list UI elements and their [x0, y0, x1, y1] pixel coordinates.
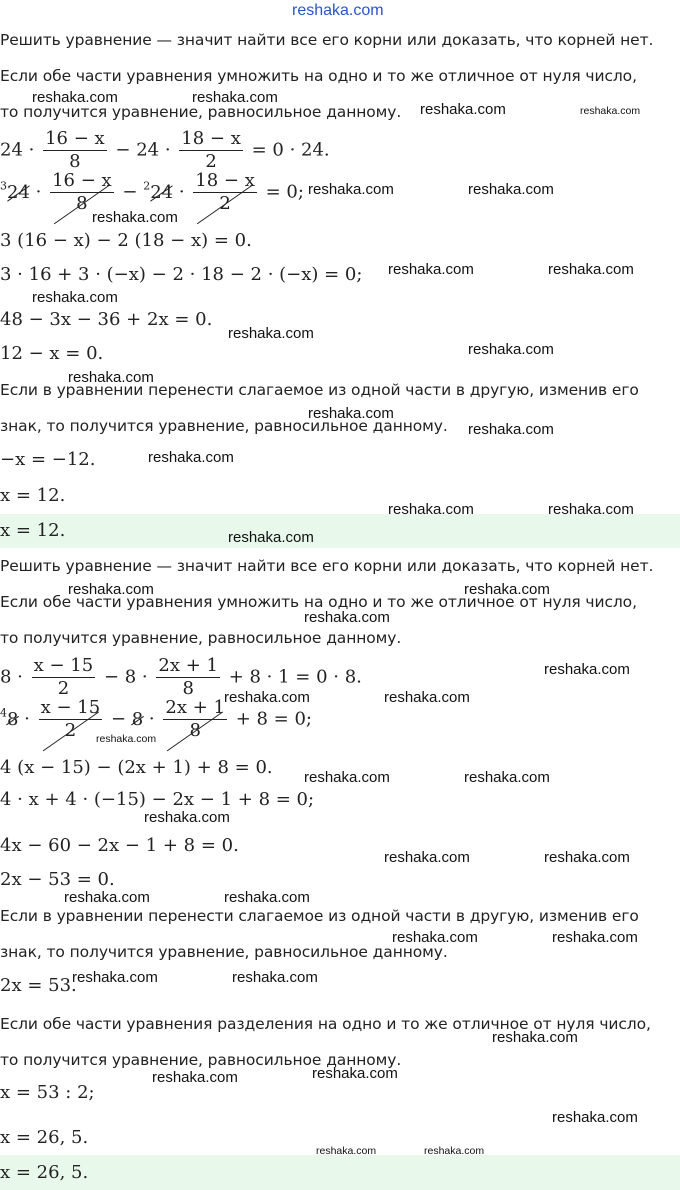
answer-highlight-1: [0, 514, 680, 548]
equation-step-7: −x = −12.: [0, 449, 96, 470]
watermark: reshaka.com: [468, 181, 554, 198]
intro-text-2: Решить уравнение — значит найти все его корни или доказать, что корней нет.: [0, 557, 654, 575]
answer-1: x = 12.: [0, 520, 66, 541]
rule-multiply-2-line1: Если обе части уравнения умножить на одно и то же отличное от нуля число,: [0, 593, 637, 611]
watermark: reshaka.com: [232, 969, 318, 986]
watermark: reshaka.com: [224, 689, 310, 706]
rule-move-line2: знак, то получится уравнение, равносильное данному.: [0, 417, 448, 435]
watermark: reshaka.com: [92, 209, 178, 226]
rule-move-2-line1: Если в уравнении перенести слагаемое из одной части в другую, изменив его: [0, 907, 639, 925]
equation2-step-1: 8 · $\frac{x - 15}{2}$ − 8 · $\frac{2x + 1}{8}$ + 8 · 1 = 0 · 8.: [0, 655, 362, 699]
watermark: reshaka.com: [152, 1069, 238, 1086]
equation2-step-9: x = 26, 5.: [0, 1127, 89, 1148]
equation2-step-2: $^4$8 · $\frac{x - 15}{2}$ − 8 · $\frac{2x + 1}{8}$ + 8 = 0;: [0, 697, 312, 741]
answer-highlight-2: [0, 1155, 680, 1190]
equation2-step-6: 2x − 53 = 0.: [0, 869, 115, 890]
answer-2: x = 26, 5.: [0, 1162, 89, 1183]
equation-step-3: 3 (16 − x) − 2 (18 − x) = 0.: [0, 230, 252, 251]
watermark: reshaka.com: [468, 421, 554, 438]
rule-move-2-line2: знак, то получится уравнение, равносильное данному.: [0, 943, 448, 961]
watermark: reshaka.com: [72, 969, 158, 986]
header-watermark: reshaka.com: [292, 2, 384, 19]
watermark: reshaka.com: [388, 261, 474, 278]
rule-multiply-line2: то получится уравнение, равносильное данному.: [0, 103, 402, 121]
rule-divide-line1: Если обе части уравнения разделения на одно и то же отличное от нуля число,: [0, 1015, 651, 1033]
rule-multiply-line1: Если обе части уравнения умножить на одно и то же отличное от нуля число,: [0, 67, 637, 85]
watermark: reshaka.com: [144, 809, 230, 826]
rule-move-line1: Если в уравнении перенести слагаемое из одной части в другую, изменив его: [0, 381, 639, 399]
watermark: reshaka.com: [96, 733, 157, 745]
watermark: reshaka.com: [468, 341, 554, 358]
equation-step-5: 48 − 3x − 36 + 2x = 0.: [0, 309, 213, 330]
equation2-step-7: 2x = 53.: [0, 975, 77, 996]
watermark: reshaka.com: [32, 89, 118, 106]
watermark: reshaka.com: [552, 1109, 638, 1126]
equation2-step-8: x = 53 : 2;: [0, 1082, 95, 1103]
watermark: reshaka.com: [304, 609, 390, 626]
watermark: reshaka.com: [308, 405, 394, 422]
watermark: reshaka.com: [68, 369, 154, 386]
watermark: reshaka.com: [148, 449, 234, 466]
watermark: reshaka.com: [424, 1145, 485, 1157]
watermark: reshaka.com: [544, 661, 630, 678]
watermark: reshaka.com: [64, 889, 150, 906]
watermark: reshaka.com: [492, 1029, 578, 1046]
equation2-step-4: 4 · x + 4 · (−15) − 2x − 1 + 8 = 0;: [0, 789, 315, 810]
equation2-step-3: 4 (x − 15) − (2x + 1) + 8 = 0.: [0, 757, 273, 778]
watermark: reshaka.com: [544, 849, 630, 866]
watermark: reshaka.com: [308, 181, 394, 198]
watermark: reshaka.com: [228, 529, 314, 546]
watermark: reshaka.com: [316, 1145, 377, 1157]
equation-step-2: $^3$24 · $\frac{16 - x}{8}$ − $^2$24 · $\frac{18 - x}{2}$ = 0;: [0, 170, 304, 214]
equation-step-4: 3 · 16 + 3 · (−x) − 2 · 18 − 2 · (−x) = 0;: [0, 264, 363, 285]
equation-step-1: 24 · $\frac{16 - x}{8}$ − 24 · $\frac{18 - x}{2}$ = 0 · 24.: [0, 128, 330, 172]
equation2-step-5: 4x − 60 − 2x − 1 + 8 = 0.: [0, 835, 239, 856]
watermark: reshaka.com: [304, 769, 390, 786]
watermark: reshaka.com: [228, 325, 314, 342]
watermark: reshaka.com: [552, 929, 638, 946]
watermark: reshaka.com: [192, 89, 278, 106]
equation-step-8: x = 12.: [0, 485, 66, 506]
watermark: reshaka.com: [384, 689, 470, 706]
watermark: reshaka.com: [384, 849, 470, 866]
watermark: reshaka.com: [548, 501, 634, 518]
watermark: reshaka.com: [68, 581, 154, 598]
watermark: reshaka.com: [464, 581, 550, 598]
rule-divide-line2: то получится уравнение, равносильное данному.: [0, 1051, 402, 1069]
watermark: reshaka.com: [224, 889, 310, 906]
rule-multiply-2-line2: то получится уравнение, равносильное данному.: [0, 629, 402, 647]
watermark: reshaka.com: [312, 1065, 398, 1082]
watermark: reshaka.com: [548, 261, 634, 278]
watermark: reshaka.com: [392, 929, 478, 946]
watermark: reshaka.com: [580, 105, 641, 117]
equation-step-6: 12 − x = 0.: [0, 343, 104, 364]
watermark: reshaka.com: [32, 289, 118, 306]
intro-text: Решить уравнение — значит найти все его корни или доказать, что корней нет.: [0, 31, 654, 49]
watermark: reshaka.com: [420, 101, 506, 118]
watermark: reshaka.com: [388, 501, 474, 518]
watermark: reshaka.com: [464, 769, 550, 786]
